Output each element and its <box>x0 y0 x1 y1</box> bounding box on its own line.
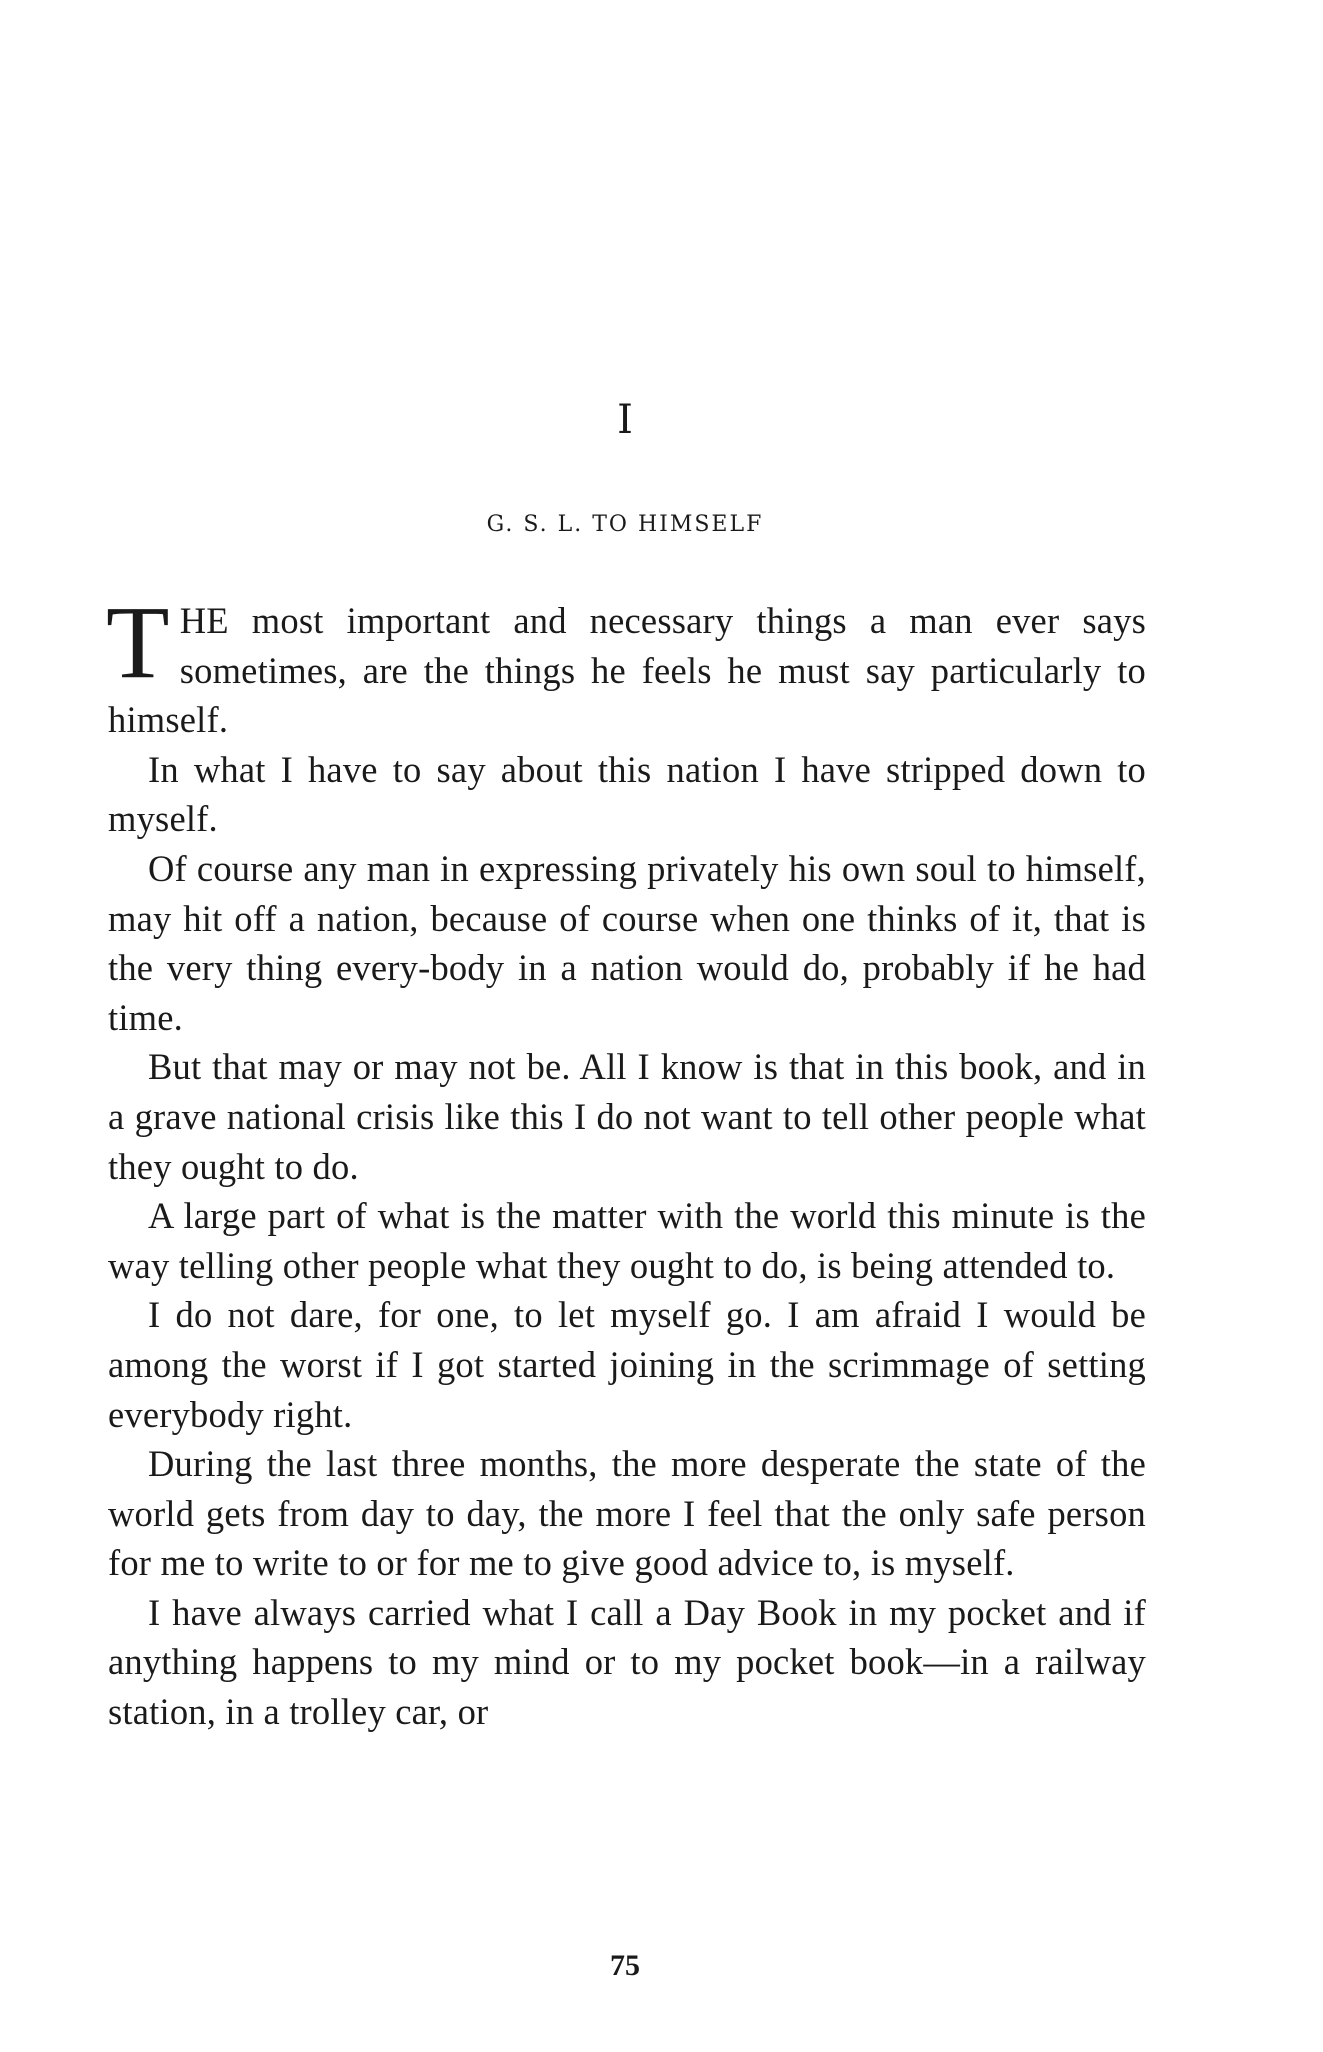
chapter-body <box>106 585 1146 1737</box>
paragraph: A large part of what is the matter with the world this minute is the way telling other people what they ought to do, is being attended to. <box>108 1195 1146 1286</box>
page-number: 75 <box>610 1949 640 1982</box>
paragraph: But that may or may not be. All I know is that in this book, and in a grave national crisis like this I do not want to tell other people what they ought to do. <box>108 1046 1146 1187</box>
paragraph: In what I have to say about this nation I have stripped down to myself. <box>108 748 1146 840</box>
paragraph <box>106 585 1146 745</box>
chapter-title: G. S. L. TO HIMSELF <box>486 512 764 537</box>
paragraph-text: HE most important and necessary things a man ever says sometimes, are the things he feels he must say particularly to himself. <box>108 600 1146 741</box>
paragraph: Of course any man in expressing privately his own soul to himself, may hit off a nation, because of course when one thinks of it, that is the very thing every-body in a nation would do, probably if he had time. <box>108 847 1146 1038</box>
chapter-number: I <box>617 397 633 443</box>
paragraph: I do not dare, for one, to let myself go. I am afraid I would be among the worst if I got started joining in the scrimmage of setting everybody right. <box>108 1294 1146 1435</box>
drop-cap: T <box>106 585 170 700</box>
paragraph: During the last three months, the more desperate the state of the world gets from day to day, the more I feel that the only safe person for me to write to or for me to give good advice to, is myself. <box>108 1443 1146 1584</box>
paragraph: I have always carried what I call a Day Book in my pocket and if anything happens to my mind or to my pocket book—in a railway station, in a trolley car, or <box>108 1591 1146 1733</box>
